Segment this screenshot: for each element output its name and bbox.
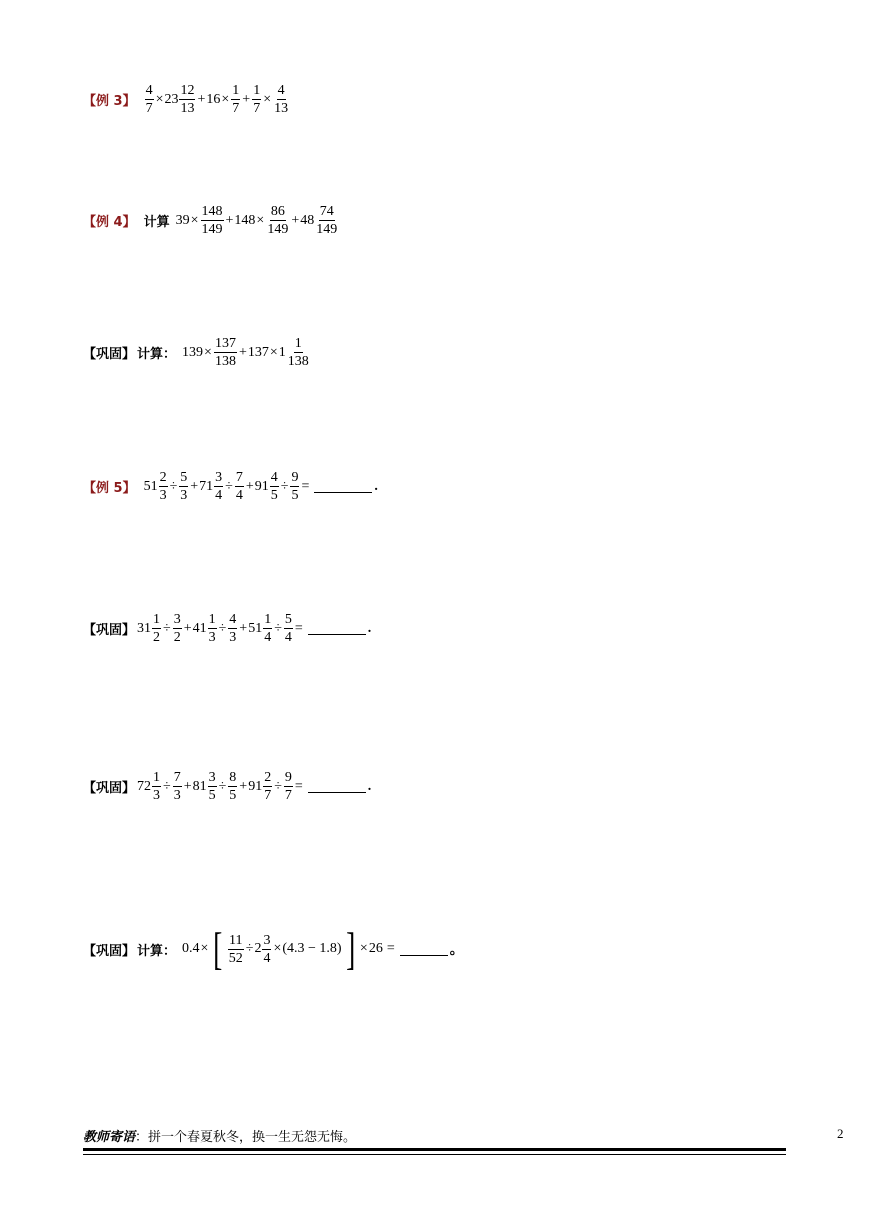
fraction: $\frac{1}{7}$ (253, 83, 261, 116)
practice-1-expression: 139 × $\frac{137}{138}$ + 137 × 1 $\frac{1}{138}$ (182, 336, 309, 369)
practice-2-expression: 31 $\frac{1}{2}$ ÷ $\frac{3}{2}$ + 41 $\frac{1}{3}$ ÷ $\frac{4}{3}$ + 51 $\frac{1}{4}$ ÷ $\frac{5}{4}$ = . (137, 612, 372, 645)
example-4-label: 【例 4】 (83, 215, 136, 230)
footer-rule-thin (83, 1154, 786, 1155)
example-5-label: 【例 5】 (83, 481, 136, 496)
example-3 (83, 82, 290, 117)
answer-blank[interactable] (314, 480, 372, 493)
footer-label: 教师寄语 (83, 1130, 136, 1145)
practice-2 (83, 611, 371, 646)
practice-1 (83, 335, 311, 370)
example-3-label: 【例 3】 (83, 94, 136, 109)
example-4-instruction: 计算 (143, 215, 170, 230)
practice-3-label: 【巩固】 (83, 781, 136, 796)
practice-4-label: 【巩固】 (83, 943, 136, 959)
fraction: $\frac{1}{3}$ (153, 770, 161, 803)
fraction: $\frac{12}{13}$ (180, 83, 195, 116)
fraction: $\frac{3}{4}$ (263, 932, 271, 966)
example-5-expression: 51 $\frac{2}{3}$ ÷ $\frac{5}{3}$ + 71 $\frac{3}{4}$ ÷ $\frac{7}{4}$ + 91 $\frac{4}{5}$ ÷ $\frac{9}{5}$ = . (143, 470, 378, 503)
footer-text: 拼一个春夏秋冬，换一生无怨无悔。 (148, 1130, 357, 1145)
left-bracket: [ (213, 923, 223, 974)
fraction: $\frac{74}{149}$ (316, 204, 338, 237)
fraction: $\frac{4}{5}$ (270, 470, 278, 503)
fraction: $\frac{137}{138}$ (214, 336, 236, 369)
practice-3 (83, 769, 371, 804)
example-3-expression: $\frac{4}{7}$ × 23 $\frac{12}{13}$ + 16 × $\frac{1}{7}$ + $\frac{1}{7}$ × $\frac{4}{13}$ (145, 83, 289, 116)
footer-rule-thick (83, 1148, 786, 1151)
fraction: $\frac{2}{7}$ (264, 770, 272, 803)
fraction: $\frac{9}{7}$ (284, 770, 292, 803)
answer-blank[interactable] (308, 780, 366, 793)
practice-3-expression: 72 $\frac{1}{3}$ ÷ $\frac{7}{3}$ + 81 $\frac{3}{5}$ ÷ $\frac{8}{5}$ + 91 $\frac{2}{7}$ ÷ $\frac{9}{7}$ = . (137, 770, 372, 803)
fraction: $\frac{1}{3}$ (208, 612, 216, 645)
fraction: $\frac{8}{5}$ (229, 770, 237, 803)
fraction: $\frac{86}{149}$ (267, 204, 289, 237)
example-4-expression: 39 × $\frac{148}{149}$ + 148 × $\frac{86}{149}$ + 48 $\frac{74}{149}$ (175, 204, 338, 237)
fraction: $\frac{1}{2}$ (153, 612, 161, 645)
fraction: $\frac{148}{149}$ (201, 204, 223, 237)
fraction: $\frac{7}{3}$ (173, 770, 181, 803)
practice-1-instruction: 计算： (137, 347, 177, 362)
practice-2-label: 【巩固】 (83, 623, 136, 638)
fraction: $\frac{3}{4}$ (215, 470, 223, 503)
fraction: $\frac{2}{3}$ (159, 470, 167, 503)
fraction: $\frac{4}{3}$ (229, 612, 237, 645)
example-4 (83, 203, 339, 238)
fraction: $\frac{3}{5}$ (208, 770, 216, 803)
fraction: $\frac{4}{7}$ (145, 83, 153, 116)
practice-4-expression: 0.4 × [ $\frac{11}{52}$ ÷ 2 $\frac{3}{4}$ × (4.3 − 1.8) ] × 26 = 。 (182, 923, 464, 974)
answer-blank[interactable] (400, 943, 448, 956)
practice-4-instruction: 计算： (137, 943, 177, 959)
right-bracket: ] (345, 923, 355, 974)
fraction: $\frac{5}{4}$ (284, 612, 292, 645)
page-number: 2 (837, 1126, 844, 1141)
footer-message: 教师寄语：拼一个春夏秋冬，换一生无怨无悔。 (83, 1130, 357, 1145)
fraction: $\frac{4}{13}$ (274, 83, 289, 116)
fraction: $\frac{5}{3}$ (180, 470, 188, 503)
fraction: $\frac{11}{52}$ (228, 932, 243, 966)
example-5 (83, 469, 378, 504)
fraction: $\frac{3}{2}$ (173, 612, 181, 645)
fraction: $\frac{1}{4}$ (264, 612, 272, 645)
practice-4 (83, 923, 464, 974)
fraction: $\frac{7}{4}$ (235, 470, 243, 503)
fraction: $\frac{9}{5}$ (291, 470, 299, 503)
answer-blank[interactable] (308, 622, 366, 635)
fraction: $\frac{1}{7}$ (232, 83, 240, 116)
practice-1-label: 【巩固】 (83, 347, 136, 362)
fraction: $\frac{1}{138}$ (287, 336, 309, 369)
